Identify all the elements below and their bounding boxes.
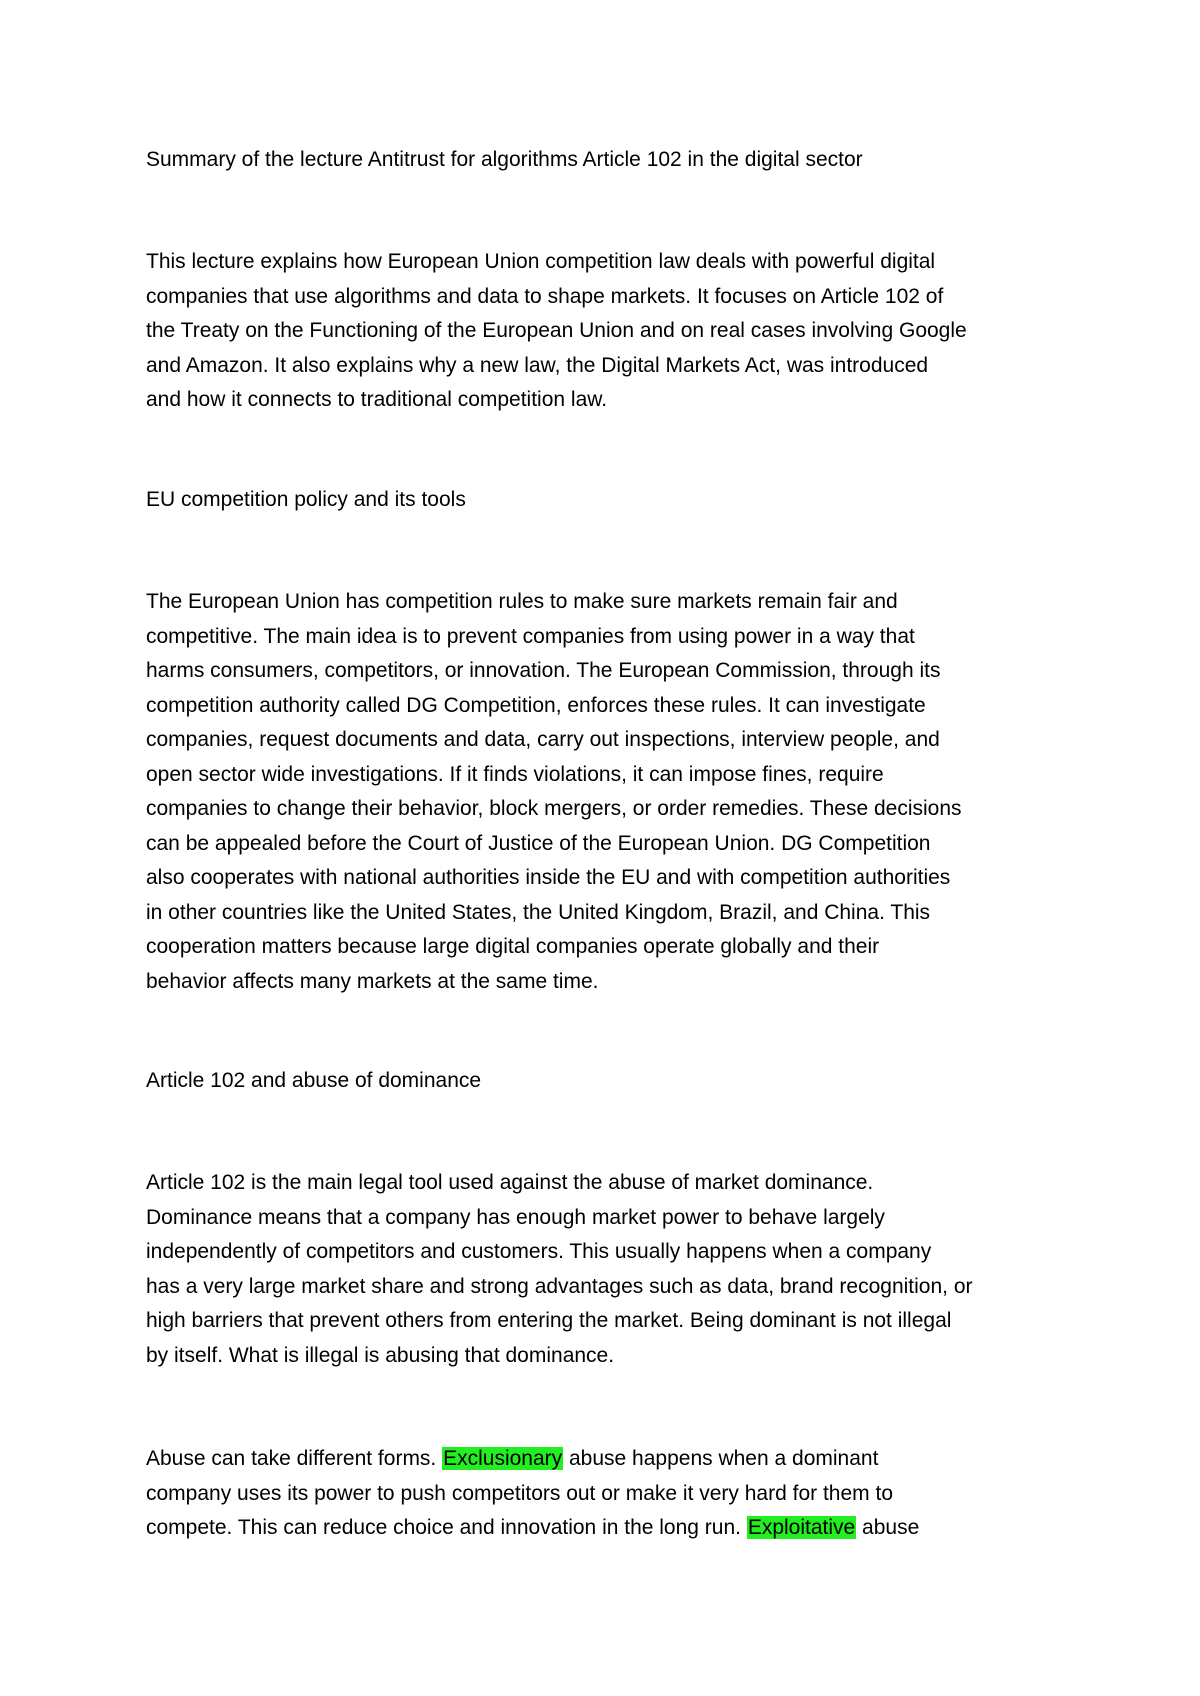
paragraph-line: can be appealed before the Court of Justice of the European Union. DG Competition [146,831,931,855]
paragraph-line: Dominance means that a company has enough market power to behave largely [146,1205,885,1229]
section-heading-text: Article 102 and abuse of dominance [146,1069,482,1092]
paragraph-line: and Amazon. It also explains why a new law, the Digital Markets Act, was introduced [146,353,929,377]
paragraph-line [146,1511,1066,1546]
document-title-text: Summary of the lecture Antitrust for algorithms Article 102 in the digital sector [146,148,863,171]
paragraph-line: in other countries like the United States, the United Kingdom, Brazil, and China. This [146,900,931,924]
text-run: Abuse can take different forms. [146,1447,443,1470]
competition-policy-paragraph [146,585,1066,999]
section-heading-text: EU competition policy and its tools [146,488,466,511]
section-heading-competition-policy [146,483,1066,518]
paragraph-line: the Treaty on the Functioning of the European Union and on real cases involving Google [146,319,967,342]
abuse-forms-paragraph [146,1442,1066,1546]
section-heading-article-102 [146,1064,1066,1099]
highlighted-term-exploitative: Exploitative [747,1516,856,1539]
paragraph-line: competitive. The main idea is to prevent companies from using power in a way that [146,624,915,648]
article-102-paragraph [146,1166,1066,1373]
paragraph-line: independently of competitors and customers. This usually happens when a company [146,1240,932,1263]
paragraph-line: also cooperates with national authorities inside the EU and with competition authorities [146,866,951,889]
paragraph-line: companies, request documents and data, carry out inspections, interview people, and [146,728,940,751]
paragraph-line: and how it connects to traditional competition law. [146,388,608,411]
paragraph-line: by itself. What is illegal is abusing that dominance. [146,1343,615,1367]
paragraph-line: The European Union has competition rules to make sure markets remain fair and [146,590,898,613]
text-run: compete. This can reduce choice and innovation in the long run. [146,1516,747,1539]
paragraph-line: competition authority called DG Competition, enforces these rules. It can investigate [146,693,926,717]
paragraph-line: company uses its power to push competitors out or make it very hard for them to [146,1481,893,1505]
paragraph-line: has a very large market share and strong advantages such as data, brand recognition, or [146,1274,973,1298]
highlighted-term-exclusionary: Exclusionary [443,1447,563,1470]
paragraph-line: high barriers that prevent others from entering the market. Being dominant is not illegal [146,1309,952,1332]
paragraph-line [146,1442,1066,1477]
paragraph-line: behavior affects many markets at the same time. [146,969,599,993]
text-run: abuse [856,1516,920,1539]
intro-paragraph [146,245,1066,418]
paragraph-line: companies that use algorithms and data to shape markets. It focuses on Article 102 of [146,284,944,308]
paragraph-line: companies to change their behavior, block mergers, or order remedies. These decisions [146,797,962,820]
paragraph-line: This lecture explains how European Union competition law deals with powerful digital [146,250,936,273]
paragraph-line: Article 102 is the main legal tool used against the abuse of market dominance. [146,1171,874,1194]
paragraph-line: cooperation matters because large digital companies operate globally and their [146,935,880,958]
document-title [146,143,1066,178]
paragraph-line: harms consumers, competitors, or innovation. The European Commission, through its [146,659,941,682]
paragraph-line: open sector wide investigations. If it finds violations, it can impose fines, require [146,762,884,786]
text-run: abuse happens when a dominant [563,1447,879,1470]
